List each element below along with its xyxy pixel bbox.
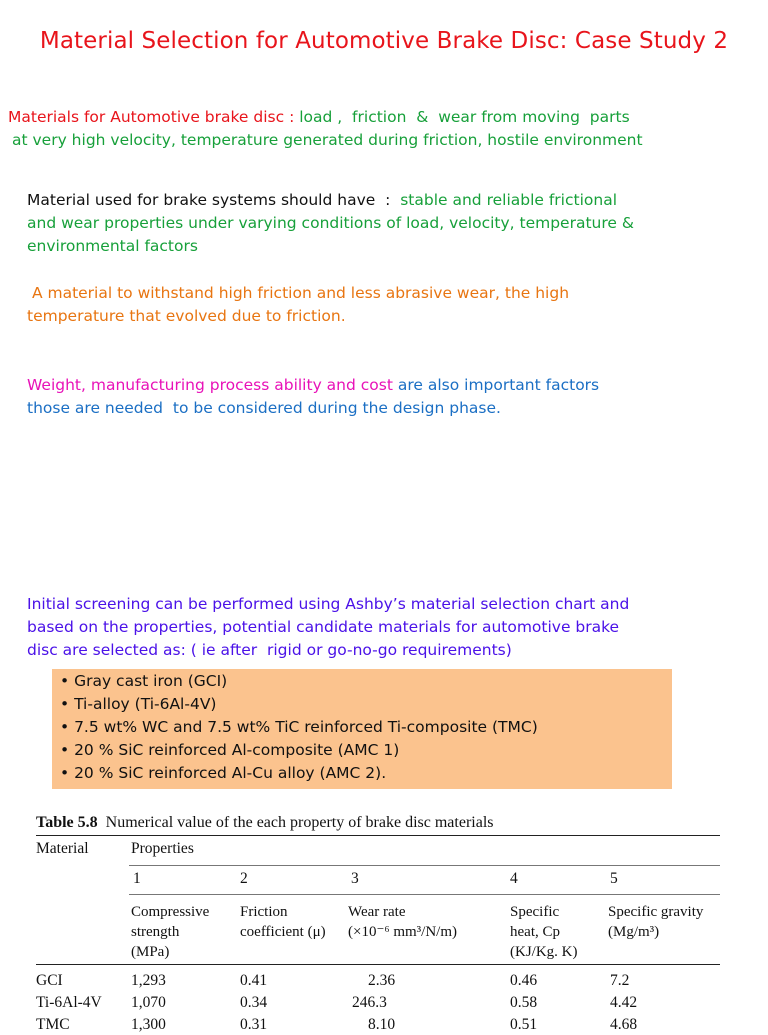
- header-text: (MPa): [131, 944, 170, 960]
- header-text: Friction: [240, 904, 288, 920]
- header-text: (×10⁻⁶ mm³/N/m): [348, 924, 458, 940]
- header-properties: Properties: [131, 840, 194, 857]
- factors-line2: those are needed to be considered during the design phase.: [27, 399, 501, 417]
- numbers-rule: [129, 894, 720, 895]
- table-cell: 1,293: [131, 972, 166, 989]
- requirements-line2: and wear properties under varying conditions of load, velocity, temperature &: [27, 214, 634, 232]
- requirements-paragraph: [27, 189, 747, 258]
- intro-paragraph: [8, 106, 758, 152]
- table-cell: 0.31: [240, 1016, 268, 1033]
- table-cell: 0.58: [510, 994, 538, 1011]
- row-material: TMC: [36, 1016, 70, 1033]
- table-caption-text: Numerical value of the each property of brake disc materials: [105, 814, 494, 831]
- header-text: heat, Cp: [510, 924, 560, 940]
- properties-table: [36, 810, 722, 1033]
- requirements-line1: stable and reliable frictional: [400, 191, 618, 209]
- table-cell: 0.41: [240, 972, 268, 989]
- screening-line2: based on the properties, potential candidate materials for automotive brake: [27, 618, 620, 636]
- header-specific-gravity: [608, 902, 703, 942]
- table-cell: 7.2: [610, 972, 630, 989]
- candidate-item: • Gray cast iron (GCI): [60, 672, 228, 690]
- table-caption: [36, 813, 493, 833]
- col-number: 3: [351, 870, 359, 887]
- row-material: Ti-6Al-4V: [36, 994, 102, 1011]
- header-bottom-rule: [36, 964, 720, 965]
- candidate-item: • 20 % SiC reinforced Al-Cu alloy (AMC 2).: [60, 764, 387, 782]
- properties-rule: [129, 865, 720, 866]
- table-cell: 8.10: [368, 1016, 396, 1033]
- friction-line2: temperature that evolved due to friction.: [27, 307, 346, 325]
- header-text: Specific: [510, 904, 560, 920]
- table-cell: 4.42: [610, 994, 638, 1011]
- header-text: (KJ/Kg. K): [510, 944, 578, 960]
- table-cell: 1,300: [131, 1016, 166, 1033]
- header-specific-heat: [510, 902, 578, 962]
- col-number: 2: [240, 870, 248, 887]
- intro-line1: load , friction & wear from moving parts: [299, 108, 630, 126]
- col-number: 4: [510, 870, 518, 887]
- candidate-item: • 7.5 wt% WC and 7.5 wt% TiC reinforced Ti-composite (TMC): [60, 718, 538, 736]
- candidate-materials-box: [52, 669, 672, 789]
- header-compressive: [131, 902, 209, 962]
- table-cell: 0.46: [510, 972, 538, 989]
- factors-blue: are also important factors: [392, 376, 600, 394]
- table-top-rule: [36, 835, 720, 836]
- header-text: coefficient (μ): [240, 924, 326, 940]
- factors-paragraph: [27, 374, 747, 420]
- header-material: Material: [36, 840, 89, 857]
- table-cell: 1,070: [131, 994, 166, 1011]
- friction-paragraph: [27, 282, 747, 328]
- header-text: strength: [131, 924, 180, 940]
- table-cell: 0.34: [240, 994, 268, 1011]
- col-number: 1: [133, 870, 141, 887]
- candidate-item: • Ti-alloy (Ti-6Al-4V): [60, 695, 217, 713]
- header-wear-rate: [348, 902, 457, 942]
- header-text: Compressive: [131, 904, 210, 920]
- header-friction: [240, 902, 326, 942]
- intro-colon: :: [284, 108, 300, 126]
- requirements-lead: Material used for brake systems should have :: [27, 191, 401, 209]
- screening-line1: Initial screening can be performed using Ashby’s material selection chart and: [27, 595, 630, 613]
- header-text: Wear rate: [348, 904, 406, 920]
- intro-line2: at very high velocity, temperature generated during friction, hostile environment: [12, 131, 643, 149]
- header-text: (Mg/m³): [608, 924, 660, 940]
- requirements-line3: environmental factors: [27, 237, 198, 255]
- table-caption-label: Table 5.8: [36, 814, 98, 831]
- factors-magenta: Weight, manufacturing process ability and cost: [27, 376, 393, 394]
- header-text: Specific gravity: [608, 904, 704, 920]
- friction-line1: A material to withstand high friction and less abrasive wear, the high: [27, 284, 570, 302]
- table-cell: 4.68: [610, 1016, 638, 1033]
- screening-paragraph: [27, 593, 747, 662]
- screening-line3: disc are selected as: ( ie after rigid or go-no-go requirements): [27, 641, 512, 659]
- candidate-item: • 20 % SiC reinforced Al-composite (AMC 1): [60, 741, 400, 759]
- table-cell: 246.3: [352, 994, 387, 1011]
- table-cell: 2.36: [368, 972, 396, 989]
- intro-lead: Materials for Automotive brake disc: [8, 108, 285, 126]
- table-cell: 0.51: [510, 1016, 538, 1033]
- row-material: GCI: [36, 972, 63, 989]
- col-number: 5: [610, 870, 618, 887]
- page-title: Material Selection for Automotive Brake Disc: Case Study 2: [39, 28, 729, 54]
